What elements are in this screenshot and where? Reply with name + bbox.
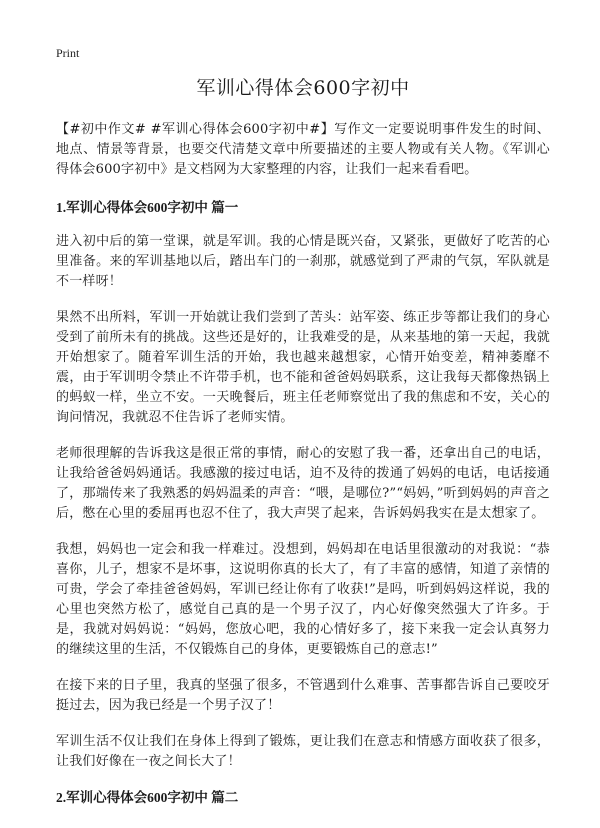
section-heading-2: 2.军训心得体会600字初中 篇二 xyxy=(56,790,239,805)
paragraph: 进入初中后的第一堂课，就是军训。我的心情是既兴奋，又紧张，更做好了吃苦的心里准备。来的军训基地以后，踏出车门的一刹那，就感觉到了严肃的气氛，军队就是不一样呀！ xyxy=(56,234,550,289)
paragraph: 军训生活不仅让我们在身体上得到了锻炼，更让我们在意志和情感方面收获了很多，让我们好像在一夜之间长大了！ xyxy=(56,734,550,769)
paragraph: 老师很理解的告诉我这是很正常的事情，耐心的安慰了我一番，还拿出自己的电话，让我给爸爸妈妈通话。我感激的接过电话，迫不及待的拨通了妈妈的电话，电话接通了，那端传来了我熟悉的妈妈温柔的声音：“喂，是哪位?”“妈妈，”听到妈妈的声音之后，憋在心里的委屈再也忍不住了，我大声哭了起来，告诉妈妈我实在是太想家了。 xyxy=(56,446,550,521)
document-body xyxy=(56,76,550,822)
page-title: 军训心得体会600字初中 xyxy=(196,77,410,99)
intro-paragraph: 【#初中作文# #军训心得体会600字初中#】写作文一定要说明事件发生的时间、地点、情景等背景，也要交代清楚文章中所要描述的主要人物或有关人物。《军训心得体会600字初中》是文档网为大家整理的内容，让我们一起来看看吧。 xyxy=(56,122,550,177)
paragraph: 在接下来的日子里，我真的坚强了很多，不管遇到什么难事、苦事都告诉自己要咬牙挺过去，因为我已经是一个男子汉了！ xyxy=(56,678,550,713)
paragraph: 我想，妈妈也一定会和我一样难过。没想到，妈妈却在电话里很激动的对我说：“恭喜你，儿子，想家不是坏事，这说明你真的长大了，有了丰富的感情，知道了亲情的可贵，学会了牵挂爸爸妈妈，军训已经让你有了收获!”是吗，听到妈妈这样说，我的心里也突然方松了，感觉自己真的是一个男子汉了，内心好像突然强大了许多。于是，我就对妈妈说：“妈妈，您放心吧，我的心情好多了，接下来我一定会认真努力的继续这里的生活，不仅锻炼自己的身体，更要锻炼自己的意志!” xyxy=(56,542,550,657)
section-heading-1: 1.军训心得体会600字初中 篇一 xyxy=(56,200,239,215)
paragraph: 果然不出所料，军训一开始就让我们尝到了苦头：站军姿、练正步等都让我们的身心受到了前所未有的挑战。这些还是好的，让我难受的是，从来基地的第一天起，我就开始想家了。随着军训生活的开始，我也越来越想家，心情开始变差，精神萎靡不震，由于军训明令禁止不许带手机，也不能和爸爸妈妈联系，这让我每天都像热锅上的蚂蚁一样，坐立不安。一天晚餐后，班主任老师察觉出了我的焦虑和不安，关心的询问情况，我就忍不住告诉了老师实情。 xyxy=(56,310,550,425)
print-link[interactable]: Print xyxy=(56,46,80,60)
